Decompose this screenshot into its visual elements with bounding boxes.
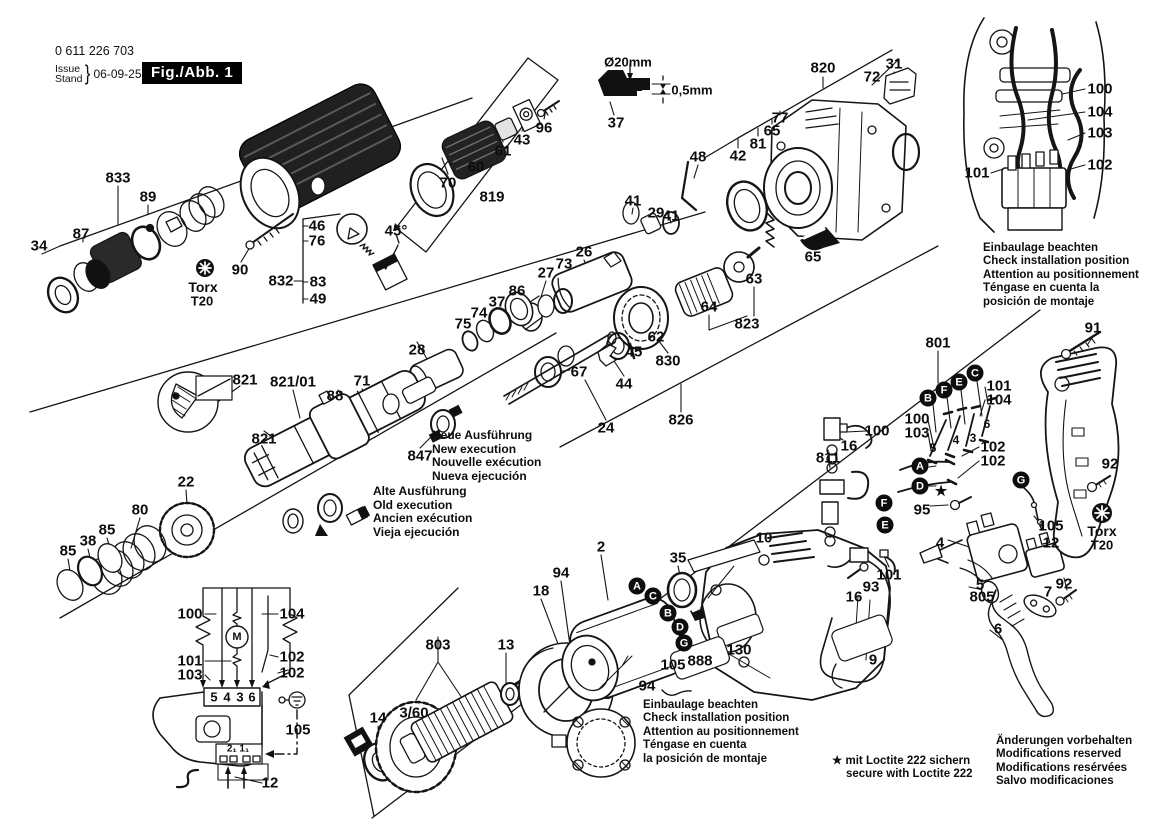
note-old-execution [373, 485, 472, 539]
part-label-67: 67 [570, 363, 588, 381]
part-label-821: 821 [251, 430, 277, 448]
part-label-833: 833 [105, 169, 131, 187]
part-label-74: 74 [470, 304, 488, 322]
part-label-86: 86 [508, 282, 526, 300]
circled-letter-G: G [676, 635, 693, 652]
note-line: Einbaulage beachten [643, 699, 759, 711]
part-label-63: 63 [745, 270, 763, 288]
part-label-94: 94 [552, 564, 570, 582]
part-label-77: 77 [771, 109, 789, 127]
part-label-44: 44 [615, 375, 633, 393]
note-line: Ancien exécution [373, 511, 473, 526]
part-label-12: 12 [1042, 534, 1060, 552]
part-label-105: 105 [1038, 517, 1064, 535]
part-label-103: 103 [904, 424, 930, 442]
part-label-9: 9 [868, 651, 878, 669]
part-label-102: 102 [1087, 156, 1113, 174]
note-line: la posición de montaje [643, 752, 767, 765]
part-label-60: 60 [467, 158, 485, 176]
part-label-85: 85 [98, 521, 116, 539]
circled-letter-A: A [629, 578, 646, 595]
part-label-85: 85 [59, 542, 77, 560]
part-label-35: 35 [669, 549, 687, 567]
part-label-102: 102 [980, 438, 1006, 456]
note-line: Téngase en cuenta la [983, 282, 1100, 295]
part-label-★: ★ [934, 482, 948, 499]
part-label-49: 49 [309, 290, 327, 308]
part-label-100: 100 [904, 410, 930, 428]
note-line: Nouvelle exécution [432, 455, 542, 470]
issue-label: Issue [55, 62, 81, 75]
part-label-104: 104 [1087, 103, 1113, 121]
part-label-95: 95 [913, 501, 931, 519]
part-label-130: 130 [726, 641, 752, 659]
part-label-3/60: 3/60 [399, 704, 429, 722]
note-line: secure with Loctite 222 [846, 768, 973, 781]
part-label-26: 26 [575, 243, 593, 261]
part-label-80: 80 [131, 501, 149, 519]
circled-letter-A: A [912, 458, 929, 475]
torx-icon-left [196, 259, 214, 277]
part-label-M: M [232, 631, 242, 643]
part-label-14: 14 [369, 709, 387, 727]
part-label-89: 89 [139, 188, 157, 206]
part-label-46: 46 [308, 217, 326, 235]
issue-stand-block [55, 62, 142, 86]
part-label-6: 6 [993, 620, 1003, 638]
part-label-48: 48 [689, 148, 707, 166]
part-label-81: 81 [749, 135, 767, 153]
part-label-96: 96 [535, 119, 553, 137]
note-line: Modifications resérvées [996, 761, 1128, 774]
part-label-18: 18 [532, 582, 550, 600]
note-line: Téngase en cuenta [643, 739, 747, 752]
part-label-101: 101 [177, 652, 203, 670]
part-label-832: 832 [268, 272, 294, 290]
part-label-71: 71 [353, 372, 371, 390]
part-label-T20: T20 [190, 293, 214, 309]
part-label-90: 90 [231, 261, 249, 279]
part-label-5: 5 [929, 441, 937, 455]
circled-letter-D: D [672, 619, 689, 636]
part-label-801: 801 [925, 334, 951, 352]
note-line: Attention au positionnement [983, 268, 1139, 281]
spring-80 [84, 520, 172, 599]
torx-icon-right [1092, 503, 1112, 523]
part-label-830: 830 [655, 352, 681, 370]
note-line: Einbaulage beachten [983, 242, 1099, 254]
part-label-100: 100 [864, 422, 890, 440]
part-label-31: 31 [885, 55, 903, 73]
part-label-24: 24 [597, 419, 615, 437]
part-label-73: 73 [555, 255, 573, 273]
note-modifications [996, 735, 1132, 789]
part-label-65: 65 [804, 248, 822, 266]
circled-letter-F: F [936, 382, 953, 399]
part-label-0,5mm: 0,5mm [671, 82, 713, 98]
armature-group [344, 680, 522, 792]
note-line: posición de montaje [983, 295, 1095, 308]
note-line: Check installation position [643, 712, 790, 725]
part-label-5: 5 [210, 689, 218, 705]
part-label-Torx: Torx [1087, 523, 1117, 539]
note-loctite [832, 755, 973, 782]
part-label-92: 92 [1101, 455, 1119, 473]
part-label-102: 102 [980, 452, 1006, 470]
part-label-13: 13 [497, 636, 515, 654]
part-label-104: 104 [986, 391, 1012, 409]
part-label-3: 3 [969, 431, 977, 445]
bearing-flange-94 [567, 709, 635, 777]
part-label-103: 103 [1087, 124, 1113, 142]
part-label-803: 803 [425, 636, 451, 654]
part-label-29: 29 [647, 204, 665, 222]
part-label-821: 821 [232, 371, 258, 389]
note-line: Alte Ausführung [373, 484, 467, 498]
part-label-888: 888 [687, 652, 713, 670]
part-label-103: 103 [177, 666, 203, 684]
part-label-61: 61 [494, 142, 512, 160]
part-label-42: 42 [729, 147, 747, 165]
part-label-16: 16 [845, 588, 863, 606]
part-label-91: 91 [1084, 319, 1102, 337]
part-label-12: 12 [261, 774, 279, 792]
part-label-62: 62 [647, 328, 665, 346]
part-label-4: 4 [952, 433, 960, 447]
part-label-83: 83 [309, 273, 327, 291]
part-label-38: 38 [79, 532, 97, 550]
part-label-87: 87 [72, 225, 90, 243]
note-line: ★ mit Loctite 222 sichern [832, 755, 971, 767]
note-line: Vieja ejecución [373, 524, 460, 539]
note-line: Modifications reserved [996, 748, 1122, 761]
part-label-22: 22 [177, 473, 195, 491]
note-install-bottom [643, 699, 799, 766]
detail-37 [598, 64, 670, 103]
part-label-847: 847 [407, 447, 433, 465]
part-label-76: 76 [308, 232, 326, 250]
circled-letter-B: B [660, 605, 677, 622]
part-label-100: 100 [1087, 80, 1113, 98]
circled-letter-F: F [876, 495, 893, 512]
part-label-28: 28 [408, 341, 426, 359]
note-line: Old execution [373, 497, 453, 512]
part-label-2: 2 [596, 538, 606, 556]
part-label-101: 101 [986, 377, 1012, 395]
drill-nose-housing [229, 79, 406, 239]
part-label-6: 6 [983, 417, 991, 431]
part-label-5: 5 [975, 576, 985, 594]
part-label-102: 102 [279, 664, 305, 682]
part-label-Ø20mm: Ø20mm [604, 54, 652, 70]
part-label-16: 16 [840, 437, 858, 455]
part-label-72: 72 [863, 68, 881, 86]
wiring-inset [964, 18, 1105, 232]
part-label-T20: T20 [1090, 537, 1114, 553]
note-line: Salvo modificaciones [996, 775, 1114, 788]
part-label-811: 811 [815, 449, 841, 467]
part-label-70: 70 [439, 174, 457, 192]
part-label-4: 4 [935, 534, 945, 552]
note-line: Nueva ejecución [432, 468, 527, 483]
circled-letter-D: D [912, 478, 929, 495]
part-label-64: 64 [700, 298, 718, 316]
part-label-821/01: 821/01 [270, 373, 316, 391]
circled-letter-E: E [951, 374, 968, 391]
part-label-37: 37 [607, 114, 625, 132]
gear-22 [160, 503, 214, 557]
stand-label: Stand [55, 73, 83, 85]
part-label-820: 820 [810, 59, 836, 77]
part-label-93: 93 [862, 578, 880, 596]
part-label-100: 100 [177, 605, 203, 623]
part-label-823: 823 [734, 315, 760, 333]
part-label-34: 34 [30, 237, 48, 255]
part-label-4: 4 [223, 689, 231, 705]
part-label-94: 94 [638, 677, 656, 695]
note-line: Änderungen vorbehalten [996, 735, 1133, 747]
circled-letter-B: B [920, 390, 937, 407]
part-label-41: 41 [624, 192, 642, 210]
circled-letter-G: G [1013, 472, 1030, 489]
part-label-41: 41 [662, 207, 680, 225]
part-label-45°: 45° [384, 222, 408, 240]
note-install-right [983, 242, 1139, 309]
note-new-execution [432, 429, 541, 483]
part-label-104: 104 [279, 605, 305, 623]
part-label-805: 805 [969, 588, 995, 606]
part-label-105: 105 [285, 721, 311, 739]
part-label-105: 105 [660, 656, 686, 674]
circled-letter-C: C [645, 588, 662, 605]
part-label-3: 3 [236, 689, 244, 705]
circled-letter-C: C [967, 365, 984, 382]
issue-date: 06-09-25 [93, 67, 142, 81]
catalog-part-number: 0 611 226 703 [55, 44, 135, 58]
figure-label: Fig./Abb. 1 [142, 62, 242, 84]
note-line: Check installation position [983, 255, 1130, 268]
part-label-37: 37 [488, 293, 506, 311]
part-label-101: 101 [876, 566, 902, 584]
part-label-65: 65 [763, 122, 781, 140]
part-label-819: 819 [479, 188, 505, 206]
part-label-45: 45 [625, 343, 643, 361]
note-line: Neue Ausführung [432, 428, 533, 442]
part-label-7: 7 [1043, 583, 1053, 601]
circled-letter-E: E [877, 517, 894, 534]
part-label-826: 826 [668, 411, 694, 429]
part-label-101: 101 [964, 164, 990, 182]
part-label-27: 27 [537, 264, 555, 282]
part-label-75: 75 [454, 315, 472, 333]
part-label-43: 43 [513, 131, 531, 149]
part-label-92: 92 [1055, 575, 1073, 593]
part-label-88: 88 [326, 387, 344, 405]
note-line: New execution [432, 441, 517, 456]
part-label-6: 6 [248, 689, 256, 705]
part-label-10: 10 [755, 529, 773, 547]
part-label-102: 102 [279, 648, 305, 666]
note-line: Attention au positionnement [643, 725, 799, 738]
brace-glyph: } [85, 62, 91, 85]
part-label-2₁ 1₁: 2₁ 1₁ [226, 743, 250, 755]
part-label-Torx: Torx [188, 279, 218, 295]
